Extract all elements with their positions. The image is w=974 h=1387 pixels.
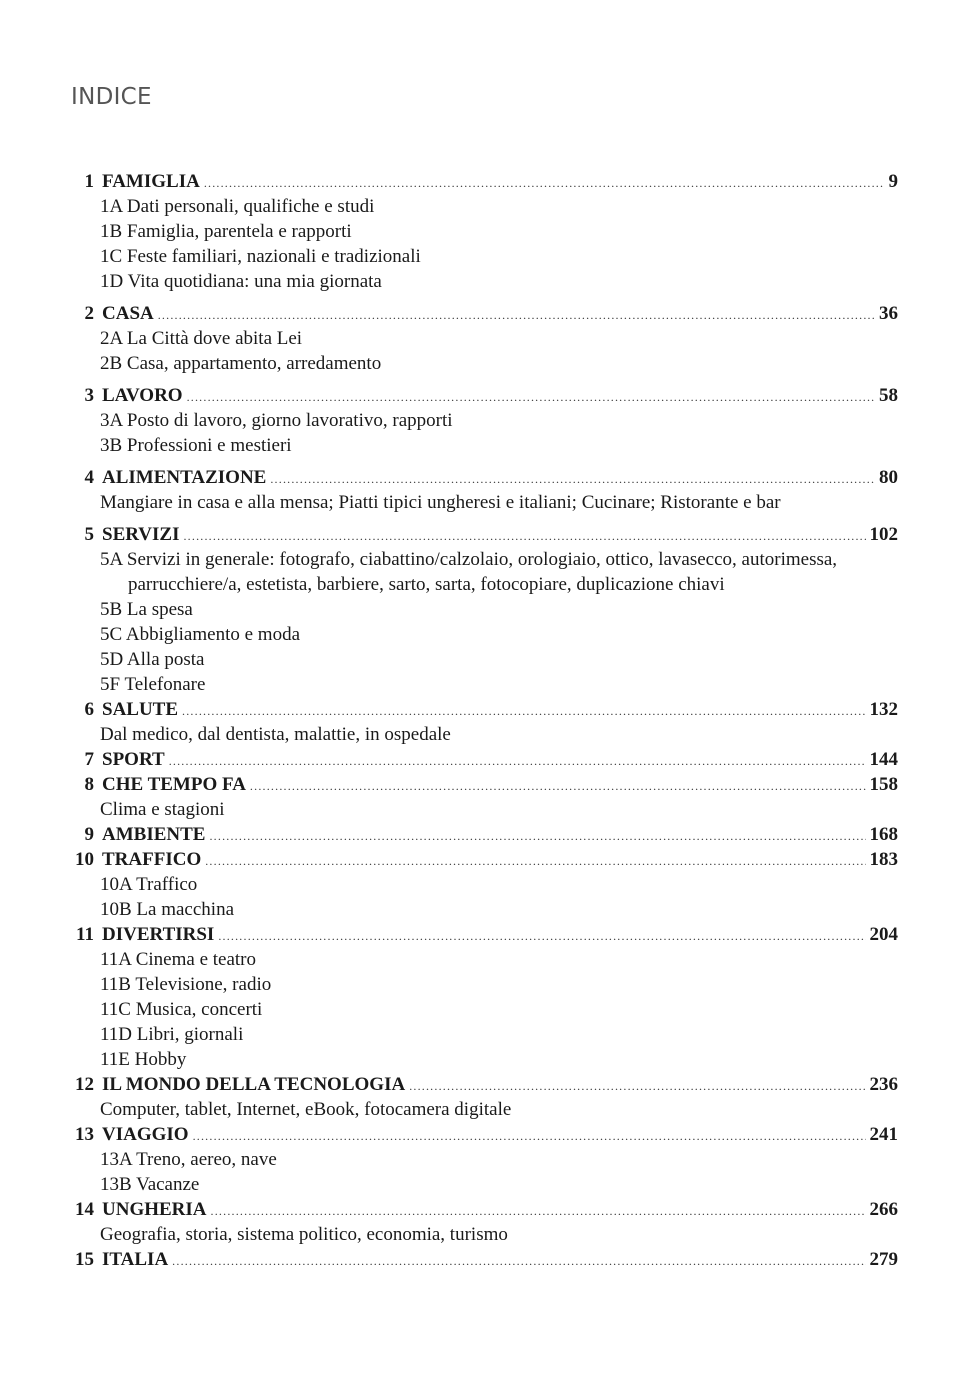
- leader-dots: [205, 849, 865, 874]
- leader-dots: [409, 1074, 865, 1099]
- chapter-title: SPORT: [102, 749, 165, 770]
- page-number: 9: [888, 171, 898, 192]
- chapter-number: 4: [84, 467, 94, 488]
- toc-entry: [68, 747, 898, 772]
- subsection-item: 11E Hobby: [100, 1049, 187, 1070]
- subsection-item: Mangiare in casa e alla mensa; Piatti tipici ungheresi e italiani; Cucinare; Ristorante e bar: [100, 492, 781, 513]
- chapter-line[interactable]: [68, 847, 898, 872]
- subsection-item: Computer, tablet, Internet, eBook, fotocamera digitale: [100, 1099, 512, 1120]
- toc-entry: [68, 772, 898, 822]
- leader-dots: [183, 524, 865, 549]
- leader-dots: [182, 699, 865, 724]
- page-number: 266: [869, 1199, 898, 1220]
- leader-dots: [209, 824, 865, 849]
- chapter-line[interactable]: [68, 522, 898, 547]
- chapter-line[interactable]: [68, 822, 898, 847]
- chapter-line[interactable]: [68, 697, 898, 722]
- subsection-item: Dal medico, dal dentista, malattie, in ospedale: [100, 724, 451, 745]
- subsection-item: 2B Casa, appartamento, arredamento: [100, 353, 382, 374]
- page-number: 241: [869, 1124, 898, 1145]
- chapter-number: 10: [75, 849, 94, 870]
- toc-entry: [68, 465, 898, 515]
- subsection-item: 5D Alla posta: [100, 649, 205, 670]
- chapter-title: ALIMENTAZIONE: [102, 467, 267, 488]
- page-number: 58: [879, 385, 898, 406]
- page-number: 279: [869, 1249, 898, 1270]
- leader-dots: [211, 1199, 866, 1224]
- chapter-line[interactable]: [68, 772, 898, 797]
- page-number: 132: [869, 699, 898, 720]
- chapter-number: 3: [84, 385, 94, 406]
- chapter-title: DIVERTIRSI: [102, 924, 215, 945]
- table-of-contents: [68, 169, 898, 1272]
- chapter-title: TRAFFICO: [102, 849, 202, 870]
- toc-entry: [68, 169, 898, 294]
- chapter-title: SALUTE: [102, 699, 179, 720]
- chapter-line[interactable]: [68, 465, 898, 490]
- subsection-item: 1D Vita quotidiana: una mia giornata: [100, 271, 382, 292]
- page-number: 36: [879, 303, 898, 324]
- chapter-line[interactable]: [68, 747, 898, 772]
- chapter-number: 13: [75, 1124, 94, 1145]
- toc-entry: [68, 922, 898, 1072]
- chapter-title: VIAGGIO: [102, 1124, 189, 1145]
- subsection-item: 5A Servizi in generale: fotografo, ciabattino/calzolaio, orologiaio, ottico, lavasecco, autorimessa,: [100, 549, 838, 570]
- subsection-item: 13B Vacanze: [100, 1174, 200, 1195]
- subsection-item: Clima e stagioni: [100, 799, 225, 820]
- chapter-line[interactable]: [68, 922, 898, 947]
- subsection-item: 3B Professioni e mestieri: [100, 435, 292, 456]
- leader-dots: [204, 171, 885, 196]
- leader-dots: [193, 1124, 866, 1149]
- toc-entry: [68, 822, 898, 847]
- page-number: 80: [879, 467, 898, 488]
- chapter-title: CHE TEMPO FA: [102, 774, 246, 795]
- leader-dots: [158, 303, 875, 328]
- chapter-line[interactable]: [68, 169, 898, 194]
- toc-entry: [68, 1197, 898, 1247]
- subsection-item: 10A Traffico: [100, 874, 198, 895]
- page-number: 102: [869, 524, 898, 545]
- chapter-line[interactable]: [68, 1122, 898, 1147]
- toc-entry: [68, 1072, 898, 1122]
- chapter-number: 14: [75, 1199, 94, 1220]
- toc-entry: [68, 383, 898, 458]
- leader-dots: [218, 924, 865, 949]
- subsection-item: 10B La macchina: [100, 899, 235, 920]
- chapter-title: UNGHERIA: [102, 1199, 207, 1220]
- chapter-number: 11: [76, 924, 94, 945]
- subsection-item: 13A Treno, aereo, nave: [100, 1149, 277, 1170]
- page-title: INDICE: [71, 84, 152, 110]
- chapter-number: 7: [84, 749, 94, 770]
- chapter-number: 9: [84, 824, 94, 845]
- subsection-item: 5C Abbigliamento e moda: [100, 624, 301, 645]
- page-number: 144: [869, 749, 898, 770]
- chapter-title: FAMIGLIA: [102, 171, 200, 192]
- subsection-item: 11D Libri, giornali: [100, 1024, 244, 1045]
- toc-entry: [68, 697, 898, 747]
- chapter-line[interactable]: [68, 1197, 898, 1222]
- chapter-title: AMBIENTE: [102, 824, 206, 845]
- chapter-title: ITALIA: [102, 1249, 169, 1270]
- subsection-item: parrucchiere/a, estetista, barbiere, sarto, sarta, fotocopiare, duplicazione chiavi: [128, 574, 725, 595]
- subsection-item: 11C Musica, concerti: [100, 999, 263, 1020]
- subsection-item: 1C Feste familiari, nazionali e tradizionali: [100, 246, 421, 267]
- chapter-number: 6: [84, 699, 94, 720]
- toc-entry: [68, 301, 898, 376]
- toc-entry: [68, 522, 898, 697]
- subsection-item: 1B Famiglia, parentela e rapporti: [100, 221, 352, 242]
- leader-dots: [187, 385, 875, 410]
- chapter-number: 8: [84, 774, 94, 795]
- chapter-title: SERVIZI: [102, 524, 180, 545]
- toc-entry: [68, 1122, 898, 1197]
- toc-entry: [68, 1247, 898, 1272]
- leader-dots: [270, 467, 875, 492]
- leader-dots: [172, 1249, 865, 1274]
- chapter-number: 12: [75, 1074, 94, 1095]
- toc-entry: [68, 847, 898, 922]
- subsection-item: 3A Posto di lavoro, giorno lavorativo, rapporti: [100, 410, 453, 431]
- chapter-number: 5: [84, 524, 94, 545]
- leader-dots: [169, 749, 866, 774]
- subsection-item: Geografia, storia, sistema politico, economia, turismo: [100, 1224, 508, 1245]
- subsection-item: 2A La Città dove abita Lei: [100, 328, 303, 349]
- leader-dots: [250, 774, 866, 799]
- page-number: 236: [869, 1074, 898, 1095]
- chapter-number: 2: [84, 303, 94, 324]
- chapter-number: 1: [84, 171, 94, 192]
- subsection-item: 11A Cinema e teatro: [100, 949, 256, 970]
- chapter-number: 15: [75, 1249, 94, 1270]
- subsection-item: 5F Telefonare: [100, 674, 206, 695]
- page-number: 168: [869, 824, 898, 845]
- chapter-title: LAVORO: [102, 385, 183, 406]
- chapter-line[interactable]: [68, 301, 898, 326]
- subsection-item: 11B Televisione, radio: [100, 974, 272, 995]
- subsection-item: 1A Dati personali, qualifiche e studi: [100, 196, 375, 217]
- page-number: 204: [869, 924, 898, 945]
- page-number: 158: [869, 774, 898, 795]
- page-number: 183: [869, 849, 898, 870]
- subsection-item: 5B La spesa: [100, 599, 193, 620]
- chapter-line[interactable]: [68, 1247, 898, 1272]
- chapter-line[interactable]: [68, 383, 898, 408]
- chapter-title: CASA: [102, 303, 154, 324]
- chapter-line[interactable]: [68, 1072, 898, 1097]
- chapter-title: IL MONDO DELLA TECNOLOGIA: [102, 1074, 406, 1095]
